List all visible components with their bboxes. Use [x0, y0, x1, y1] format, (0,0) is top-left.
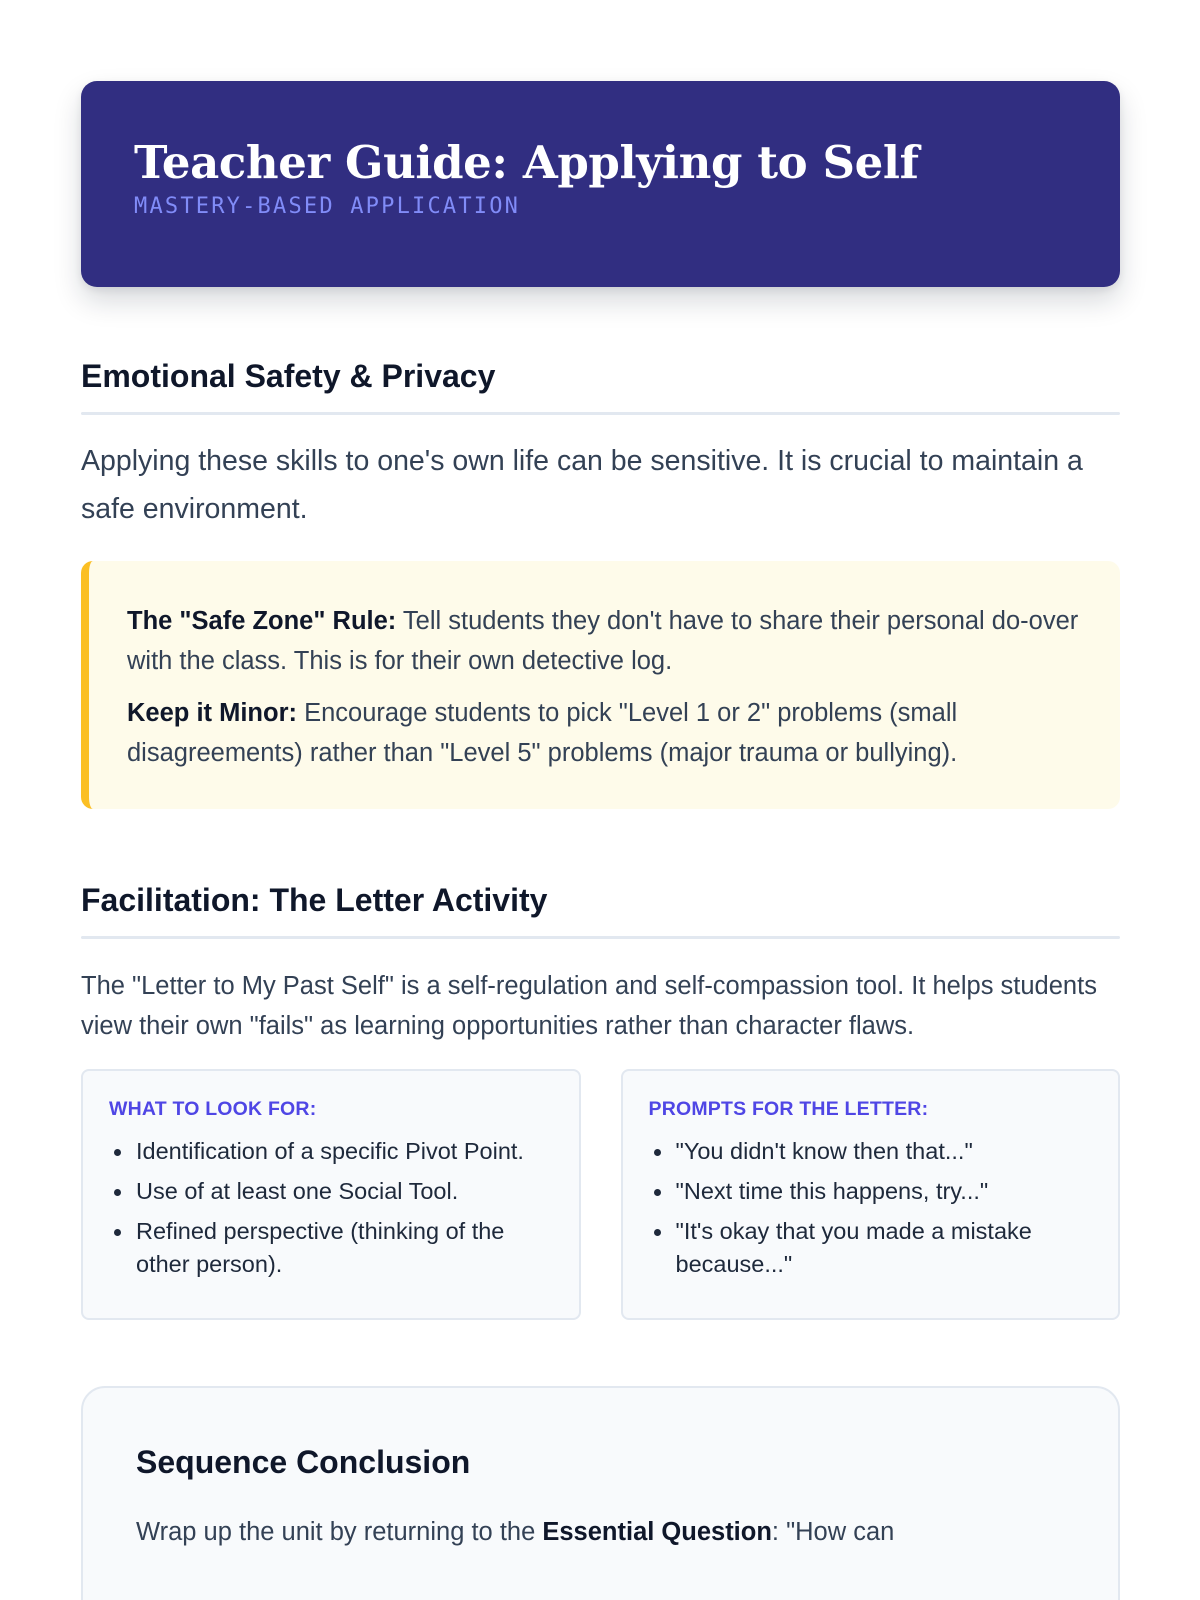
safety-section-title: Emotional Safety & Privacy: [81, 358, 496, 394]
facilitation-cards: [81, 1069, 1120, 1320]
list-item: Identification of a specific Pivot Point.: [136, 1135, 553, 1168]
page-title: Teacher Guide: Applying to Self: [134, 136, 919, 189]
conclusion-text: [136, 1512, 1065, 1552]
prompts-title: PROMPTS FOR THE LETTER:: [648, 1098, 929, 1120]
safe-zone-rule-label: The "Safe Zone" Rule:: [127, 607, 397, 635]
essential-question-label: Essential Question: [542, 1518, 772, 1546]
list-item: "Next time this happens, try...": [676, 1175, 1093, 1208]
page-subtitle: MASTERY-BASED APPLICATION: [134, 194, 521, 219]
safe-zone-rule-text: Tell students they don't have to share their personal do-over with the class. This is for their own detective log.: [127, 607, 1079, 675]
look-for-title: WHAT TO LOOK FOR:: [109, 1098, 317, 1120]
safety-callout: [81, 561, 1120, 809]
conclusion-title: Sequence Conclusion: [136, 1444, 471, 1480]
conclusion-card: [81, 1386, 1120, 1600]
facilitation-section-title: Facilitation: The Letter Activity: [81, 882, 548, 918]
list-item: Use of at least one Social Tool.: [136, 1175, 553, 1208]
keep-it-minor-label: Keep it Minor:: [127, 699, 297, 727]
keep-it-minor-rule: [127, 693, 1082, 773]
safety-section: [81, 356, 1120, 809]
section-divider: [81, 412, 1120, 415]
header-card: [81, 81, 1120, 287]
conclusion-text-start: Wrap up the unit by returning to the: [136, 1518, 543, 1546]
facilitation-section: [81, 880, 1120, 1320]
look-for-list: [109, 1135, 553, 1281]
list-item: "You didn't know then that...": [676, 1135, 1093, 1168]
prompts-card: [621, 1069, 1121, 1320]
prompts-list: [649, 1135, 1093, 1281]
section-divider: [81, 936, 1120, 939]
facilitation-intro: The "Letter to My Past Self" is a self-regulation and self-compassion tool. It helps students view their own "fails" as learning opportunities rather than character flaws.: [81, 972, 1097, 1040]
look-for-card: [81, 1069, 581, 1320]
list-item: Refined perspective (thinking of the other person).: [136, 1215, 553, 1281]
safe-zone-rule: [127, 601, 1082, 681]
keep-it-minor-text: Encourage students to pick "Level 1 or 2" problems (small disagreements) rather than "Level 5" problems (major trauma or bullying).: [127, 699, 958, 767]
conclusion-text-end: : "How can: [771, 1518, 895, 1546]
list-item: "It's okay that you made a mistake because...": [676, 1215, 1093, 1281]
safety-intro: Applying these skills to one's own life can be sensitive. It is crucial to maintain a safe environment.: [81, 445, 1083, 525]
